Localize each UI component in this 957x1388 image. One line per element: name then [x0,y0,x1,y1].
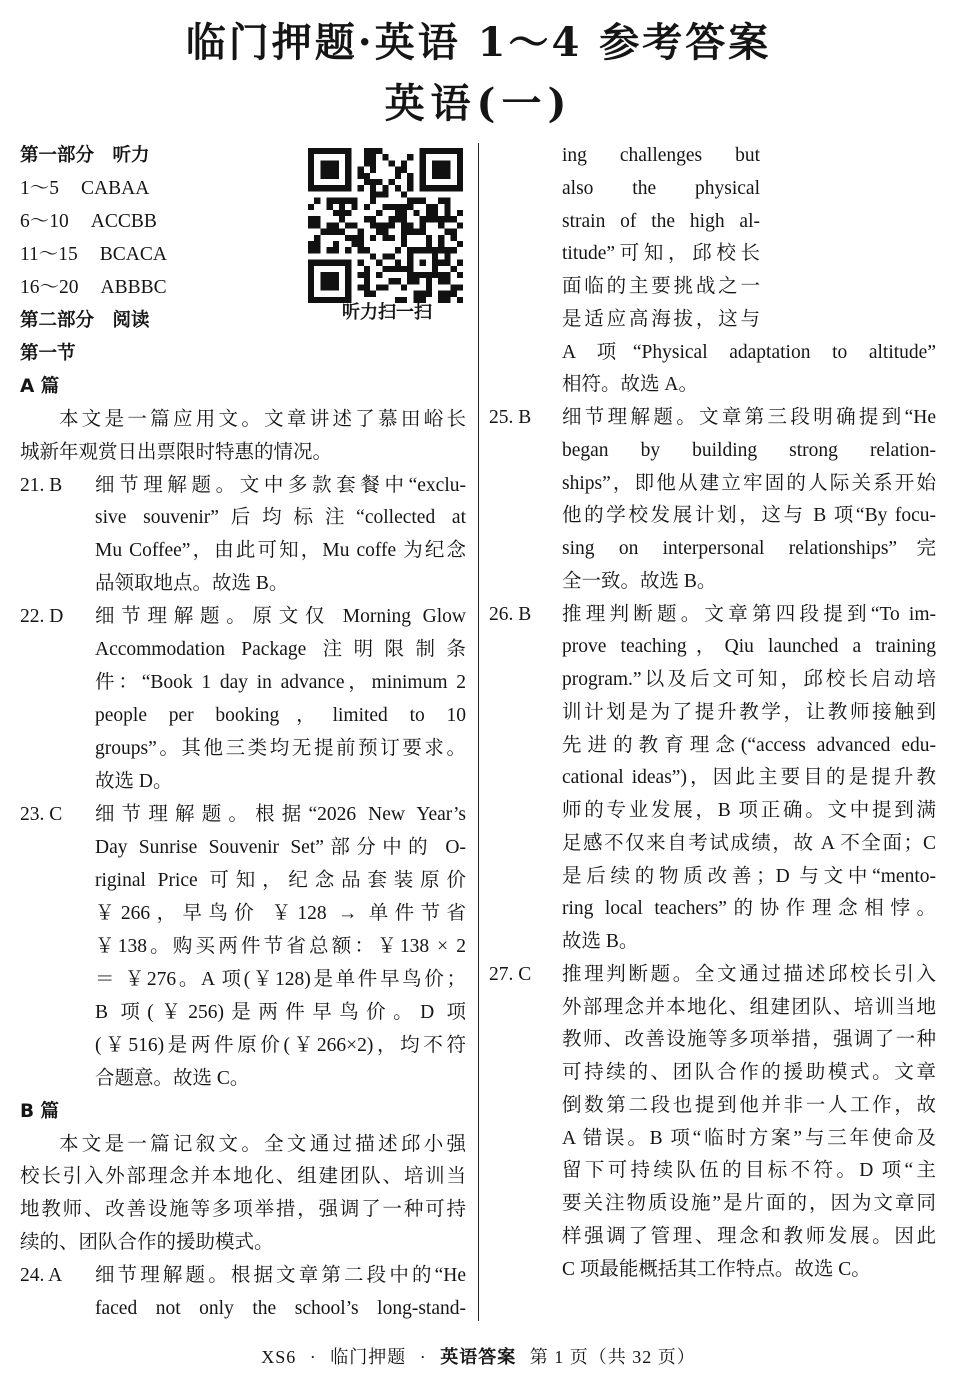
question-24-row [20,1292,466,1325]
question-23-explanation-line: riginal Price 可知，纪念品套装原价 [95,869,466,891]
question-25-explanation-line: sing on interpersonal relationships”完 [562,538,936,559]
question-23-explanation-line: B 项(￥256)是两件早鸟价。D 项 [95,1001,466,1023]
text-row [20,1160,466,1193]
question-23-explanation-line: Day Sunrise Souvenir Set”部分中的 O- [95,836,466,858]
question-27-explanation-line: A 错误。B 项“临时方案”与三年使命及 [562,1127,936,1149]
question-23-row [20,1029,466,1062]
text-row [20,1095,466,1128]
question-25-row [489,499,936,532]
listening-answer-line [20,172,300,205]
question-27-row [489,991,936,1024]
question-25-explanation-line: 他的学校发展计划，这与 B 项“By focu- [562,505,936,527]
question-26-row [489,696,936,729]
question-27-row [489,1187,936,1220]
question-26-row [489,925,936,958]
question-26-row [489,794,936,827]
page-footer [0,1342,957,1372]
question-22-label: 22. D [20,606,64,628]
question-21-explanation-line: 品领取地点。故选 B。 [95,573,289,595]
listening-question-range: 11～15 [20,243,78,265]
question-26-row [489,663,936,696]
text-row [20,1226,466,1259]
question-26-explanation-line: 师的专业发展，B 项正确。文中提到满 [562,800,936,821]
question-25-label: 25. B [489,407,532,428]
question-27-label: 27. C [489,963,532,985]
question-25-row [489,532,936,565]
question-26-explanation-line: 足感不仅来自考试成绩，故 A 不全面；C [562,832,936,854]
question-27-row [489,1023,936,1056]
text-row [20,370,466,403]
question-23-explanation-line: ￥138。购买两件节省总额：￥138 × 2 [95,935,466,957]
question-25-explanation-line: 细节理解题。文章第三段明确提到“He [562,407,936,428]
footer-page-number: 第 1 页（共 32 页） [529,1347,696,1367]
question-24-row [489,172,936,205]
listening-answer-keys: ACCBB [90,210,157,232]
question-22-row [20,765,466,798]
text-row [20,1128,466,1161]
question-26-explanation-line: cational ideas”)，因此主要目的是提升教 [562,767,936,789]
question-26-row [489,827,936,860]
text-row [20,205,466,238]
question-22-explanation-line: 细节理解题。原文仅 Morning Glow [95,606,466,628]
text-row [20,403,466,436]
question-26-explanation-line: 先进的教育理念(“access advanced edu- [562,734,936,756]
passage-title: B 篇 [20,1100,60,1122]
question-26-explanation-line: prove teaching，Qiu launched a training [562,636,936,658]
passage-intro-line: 地教师、改善设施等多项举措，强调了一种可持 [20,1199,466,1221]
question-24-explanation-line: 细节理解题。根据文章第二段中的“He [95,1265,466,1287]
question-26-row [489,598,936,631]
question-24-row [489,139,936,172]
listening-question-range: 1～5 [20,177,60,199]
text-row [20,238,466,271]
question-27-row [489,1089,936,1122]
question-24-explanation-line: strain of the high al- [562,210,760,232]
question-25-row [489,434,936,467]
passage-intro-line: 续的、团队合作的援助模式。 [20,1232,274,1254]
question-24-explanation-line: titude”可知，邱校长 [562,243,760,265]
question-24-label: 24. A [20,1265,63,1287]
question-22-explanation-line: Accommodation Package 注明限制条 [95,639,466,661]
question-23-explanation-line: ＝ ￥276。A 项(￥128)是单件早鸟价； [95,968,466,990]
text-row [20,271,466,304]
question-22-explanation-line: 故选 D。 [95,771,173,793]
question-21-explanation-line: sive souvenir”后均标注“collected at [95,507,466,529]
question-27-explanation-line: 样强调了管理、理念和教师发展。因此 [562,1225,936,1247]
text-row [20,1193,466,1226]
question-26-explanation-line: 故选 B。 [562,931,639,952]
question-26-label: 26. B [489,603,532,625]
question-22-explanation-line: 件：“Book 1 day in advance，minimum 2 [95,672,466,694]
question-25-row [489,401,936,434]
question-26-row [489,761,936,794]
footer-subject: 英语答案 [440,1347,517,1367]
question-24-row [489,368,936,401]
text-row [20,337,466,370]
question-24-explanation-line: 面临的主要挑战之一 [562,276,760,297]
question-27-explanation-line: 教师、改善设施等多项举措，强调了一种 [562,1029,936,1051]
question-26-explanation-line: program.”以及后文可知，邱校长启动培 [562,669,936,690]
question-22-row [20,600,466,633]
listening-answer-line [20,238,300,271]
question-27-row [489,1220,936,1253]
question-26-explanation-line: 训计划是为了提升教学，让教师接触到 [562,701,936,723]
question-24-explanation-line: also the physical [562,177,760,199]
text-row [20,172,466,205]
question-23-row [20,930,466,963]
listening-answer-line [20,271,300,304]
text-row [20,139,466,172]
question-27-explanation-line: 可持续的、团队合作的援助模式。文章 [562,1062,936,1083]
question-23-row [20,963,466,996]
question-27-row [489,1056,936,1089]
question-24-explanation-line: ing challenges but [562,145,760,166]
question-25-row [489,467,936,500]
listening-answer-line [20,205,300,238]
question-26-row [489,860,936,893]
listening-question-range: 16～20 [20,276,79,298]
question-23-row [20,831,466,864]
question-26-row [489,630,936,663]
question-26-row [489,729,936,762]
question-21-row [20,469,466,502]
question-26-row [489,892,936,925]
question-21-row [20,567,466,600]
question-27-row [489,1122,936,1155]
passage-intro-line: 校长引入外部理念并本地化、组建团队、培训当 [20,1166,466,1188]
footer-series: 临门押题 [330,1347,407,1367]
question-24-row [489,205,936,238]
footer-separator: · [309,1347,317,1367]
passage-intro-line: 本文是一篇应用文。文章讲述了慕田峪长 [59,408,466,430]
question-23-row [20,996,466,1029]
question-23-row [20,1062,466,1095]
question-27-explanation-line: 推理判断题。全文通过描述邱校长引入 [562,963,936,985]
question-24-row [489,270,936,303]
question-21-explanation-line: Mu Coffee”，由此可知，Mu coffe 为纪念 [95,540,466,562]
question-23-row [20,864,466,897]
page-subtitle: 英语(一) [384,80,573,127]
question-22-row [20,633,466,666]
question-27-explanation-line: 外部理念并本地化、组建团队、培训当地 [562,996,936,1018]
question-22-explanation-line: groups”。其他三类均无提前预订要求。 [95,738,466,760]
question-22-row [20,699,466,732]
passage-title: A 篇 [20,375,60,397]
question-23-label: 23. C [20,804,63,825]
question-22-explanation-line: people per booking，limited to 10 [95,705,466,727]
question-26-explanation-line: 是后续的物质改善；D 与文中“mento- [562,865,936,887]
question-22-row [20,732,466,765]
qr-caption: 听力扫一扫 [342,302,432,323]
text-row [20,304,466,337]
question-24-explanation-line: faced not only the school’s long-stand- [95,1298,466,1320]
question-23-explanation-line: 细节理解题。根据“2026 New Year’s [95,804,466,825]
question-27-explanation-line: 要关注物质设施”是片面的，因为文章同 [562,1193,936,1214]
question-21-row [20,534,466,567]
passage-intro-line: 本文是一篇记叙文。全文通过描述邱小强 [59,1133,466,1155]
question-22-row [20,666,466,699]
question-26-explanation-line: 推理判断题。文章第四段提到“To im- [562,603,936,625]
question-23-row [20,897,466,930]
question-24-row [20,1259,466,1292]
question-23-explanation-line: ￥266，早鸟价 ￥128 → 单件节省 [95,902,466,924]
question-24-explanation-line: 相符。故选 A。 [562,374,698,396]
question-27-row [489,1253,936,1286]
question-24-row [489,303,936,336]
question-27-explanation-line: 倒数第二段也提到他并非一人工作，故 [562,1094,936,1116]
question-23-explanation-line: 合题意。故选 C。 [95,1067,250,1089]
part-two-heading: 第二部分 阅读 [20,309,150,331]
question-25-explanation-line: ships”，即他从建立牢固的人际关系开始 [562,472,936,494]
question-26-explanation-line: ring local teachers”的协作理念相悖。 [562,898,936,920]
question-23-row [20,798,466,831]
question-27-row [489,958,936,991]
question-27-explanation-line: 留下可持续队伍的目标不符。D 项“主 [562,1160,936,1182]
question-24-explanation-line: 是适应高海拔，这与 [562,308,760,330]
question-21-explanation-line: 细节理解题。文中多款套餐中“exclu- [95,474,466,496]
passage-intro-line: 城新年观赏日出票限时特惠的情况。 [20,441,333,463]
listening-question-range: 6～10 [20,210,69,232]
question-25-explanation-line: 全一致。故选 B。 [562,570,717,592]
listening-answer-keys: ABBBC [100,276,167,298]
question-25-row [489,565,936,598]
question-25-explanation-line: began by building strong relation- [562,439,936,461]
part-one-heading: 第一部分 听力 [20,145,150,166]
column-divider [478,143,479,1321]
listening-answer-keys: BCACA [99,243,167,265]
footer-code: XS6 [261,1347,297,1367]
listening-answer-keys: CABAA [81,177,150,199]
page-title: 临门押题·英语 1～4 参考答案 [185,19,772,66]
question-27-row [489,1154,936,1187]
question-24-explanation-line: A 项“Physical adaptation to altitude” [562,341,936,363]
question-24-row [489,336,936,369]
question-23-explanation-line: (￥516)是两件原价(￥266×2)，均不符 [95,1034,466,1056]
question-27-explanation-line: C 项最能概括其工作特点。故选 C。 [562,1258,871,1280]
question-24-row [489,237,936,270]
question-21-row [20,501,466,534]
footer-separator: · [419,1347,427,1367]
section-heading: 第一节 [20,342,76,364]
text-row [20,436,466,469]
question-21-label: 21. B [20,474,63,496]
